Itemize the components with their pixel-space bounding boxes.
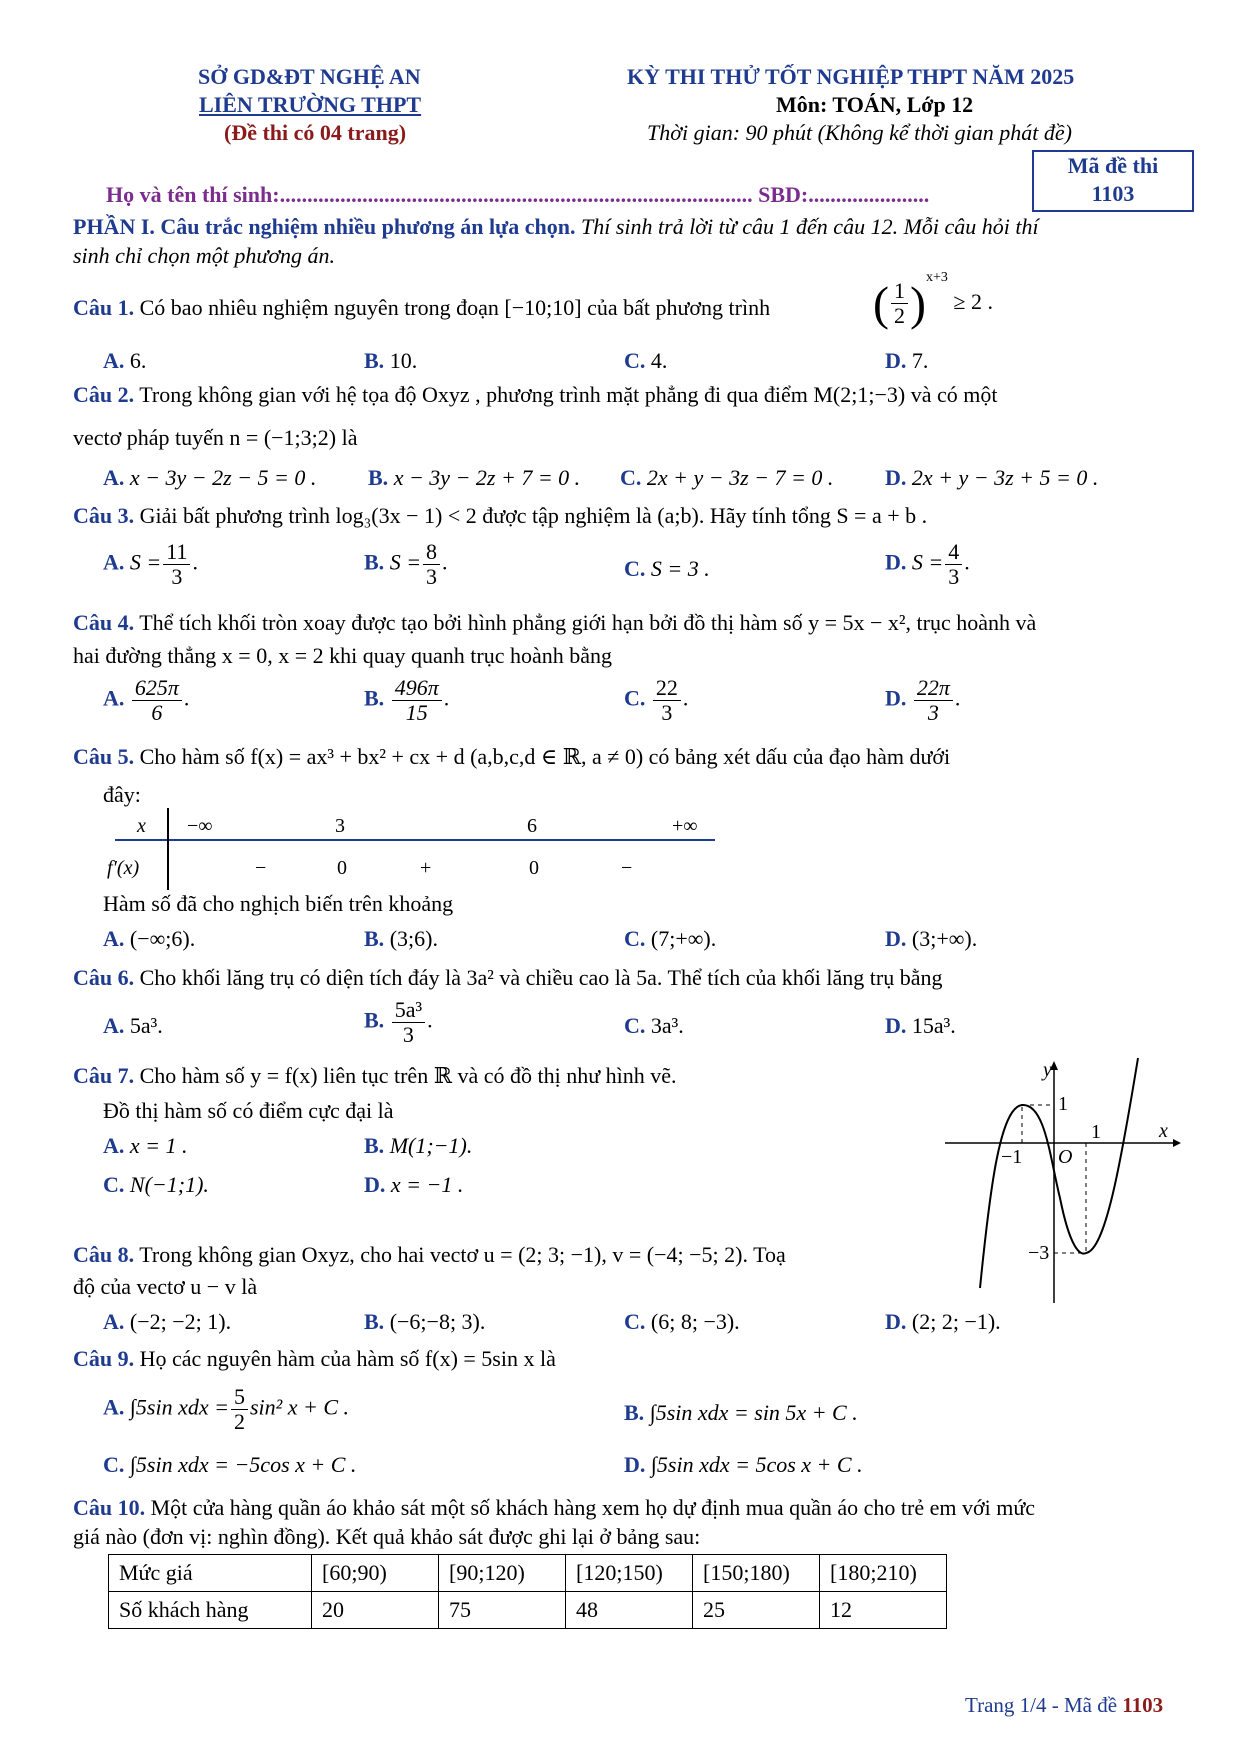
q9-text: Họ các nguyên hàm của hàm số f(x) = 5sin x là bbox=[139, 1346, 556, 1371]
student-info-line: Họ và tên thí sinh:...................................................................................... SBD:...................... bbox=[106, 182, 930, 207]
question-6 bbox=[73, 965, 942, 991]
q5-text3: Hàm số đã cho nghịch biến trên khoảng bbox=[103, 891, 454, 916]
q9-option-c[interactable]: C. ∫5sin xdx = −5cos x + C . bbox=[103, 1452, 357, 1477]
q5-row-x: x bbox=[137, 815, 146, 837]
q4-option-c[interactable]: C. $\frac{22}{3}$ . bbox=[624, 675, 689, 726]
q10-label: Câu 10. bbox=[73, 1495, 146, 1520]
q6-option-b[interactable]: B. $\frac{\text{5a³}}{3}$ . bbox=[364, 997, 433, 1048]
question-2 bbox=[73, 382, 997, 408]
q9-option-a[interactable]: A. ∫5sin xdx = $\frac{5}{2}$ sin² x + C . bbox=[103, 1384, 350, 1435]
graph-tick-x1: 1 bbox=[1091, 1121, 1101, 1143]
q4-label: Câu 4. bbox=[73, 610, 135, 635]
table-cell: [60;90) bbox=[312, 1555, 439, 1592]
q3-option-c[interactable]: C. S = 3 . bbox=[624, 556, 710, 581]
exam-code-label: Mã đề thi bbox=[1067, 153, 1159, 178]
graph-tick-yneg3: −3 bbox=[1028, 1242, 1050, 1264]
q5-sign-2: + bbox=[420, 857, 432, 879]
q5-option-a[interactable]: A. (−∞;6). bbox=[103, 926, 196, 951]
q1-option-b[interactable]: B. 10. bbox=[364, 348, 418, 373]
table-cell: Mức giá bbox=[109, 1555, 312, 1592]
q3-option-d[interactable]: D. S = $\frac{4}{3}$ . bbox=[885, 539, 970, 590]
q5-sign-1: 0 bbox=[337, 857, 347, 879]
q7-option-b[interactable]: B. M(1;−1). bbox=[364, 1133, 473, 1158]
q7-label: Câu 7. bbox=[73, 1063, 135, 1088]
table-cell: [90;120) bbox=[439, 1555, 566, 1592]
graph-y-label: y bbox=[1043, 1059, 1052, 1081]
q6-label: Câu 6. bbox=[73, 965, 135, 990]
table-row bbox=[109, 1592, 947, 1629]
q3-text: Giải bất phương trình log₃(3x − 1) < 2 được tập nghiệm là (a;b). Hãy tính tổng S = a + b . bbox=[139, 503, 928, 528]
footer-code: 1103 bbox=[1122, 1693, 1164, 1717]
q5-sign-table bbox=[107, 808, 715, 890]
q2-option-c[interactable]: C. 2x + y − 3z − 7 = 0 . bbox=[620, 465, 834, 490]
subject: Môn: TOÁN, Lớp 12 bbox=[776, 92, 974, 117]
q2-text1: Trong không gian với hệ tọa độ Oxyz , phương trình mặt phẳng đi qua điểm M(2;1;−3) và có một bbox=[139, 382, 998, 407]
q8-option-b[interactable]: B. (−6;−8; 3). bbox=[364, 1309, 486, 1334]
q4-text1: Thể tích khối tròn xoay được tạo bởi hình phẳng giới hạn bởi đồ thị hàm số y = 5x − x², trục hoành và bbox=[139, 610, 1037, 635]
q9-option-d[interactable]: D. ∫5sin xdx = 5cos x + C . bbox=[624, 1452, 863, 1477]
q1-math: ( $\frac{1}{2}$ )$^{x+3}$ ≥ 2 . bbox=[873, 270, 993, 331]
question-3 bbox=[73, 503, 927, 529]
q4-option-b[interactable]: B. $\frac{496\pi}{15}$ . bbox=[364, 675, 450, 726]
q7-option-a[interactable]: A. x = 1 . bbox=[103, 1133, 188, 1158]
part1-heading bbox=[73, 214, 1039, 240]
part1-title: PHẦN I. Câu trắc nghiệm nhiều phương án lựa chọn. bbox=[73, 214, 576, 239]
table-cell: 75 bbox=[439, 1592, 566, 1629]
q1-option-a[interactable]: A. 6. bbox=[103, 348, 147, 373]
table-cell: [150;180) bbox=[693, 1555, 820, 1592]
graph-x-label: x bbox=[1159, 1120, 1168, 1142]
q8-option-d[interactable]: D. (2; 2; −1). bbox=[885, 1309, 1001, 1334]
q5-option-c[interactable]: C. (7;+∞). bbox=[624, 926, 717, 951]
q8-label: Câu 8. bbox=[73, 1242, 135, 1267]
q1-label: Câu 1. bbox=[73, 295, 135, 320]
q8-text1: Trong không gian Oxyz, cho hai vectơ u = (2; 3; −1), v = (−4; −5; 2). Toạ bbox=[139, 1242, 786, 1267]
q5-x-3: +∞ bbox=[672, 815, 698, 837]
q5-sign-3: 0 bbox=[529, 857, 539, 879]
q5-sign-0: − bbox=[255, 857, 267, 879]
duration: Thời gian: 90 phút (Không kể thời gian phát đề) bbox=[647, 120, 1072, 145]
q2-option-d[interactable]: D. 2x + y − 3z + 5 = 0 . bbox=[885, 465, 1099, 490]
q5-option-d[interactable]: D. (3;+∞). bbox=[885, 926, 978, 951]
graph-origin: O bbox=[1058, 1146, 1073, 1168]
page-footer bbox=[965, 1693, 1163, 1718]
q5-option-b[interactable]: B. (3;6). bbox=[364, 926, 438, 951]
table-cell: 48 bbox=[566, 1592, 693, 1629]
part1-instr2: sinh chỉ chọn một phương án. bbox=[73, 243, 336, 268]
q1-text: Có bao nhiêu nghiệm nguyên trong đoạn [−10;10] của bất phương trình bbox=[139, 295, 771, 320]
q8-option-a[interactable]: A. (−2; −2; 1). bbox=[103, 1309, 232, 1334]
q2-label: Câu 2. bbox=[73, 382, 135, 407]
q5-x-2: 6 bbox=[527, 815, 537, 837]
q5-sign-4: − bbox=[621, 857, 633, 879]
school-name: LIÊN TRƯỜNG THPT bbox=[199, 92, 422, 117]
exam-title: KỲ THI THỬ TỐT NGHIỆP THPT NĂM 2025 bbox=[627, 64, 1075, 89]
q3-label: Câu 3. bbox=[73, 503, 135, 528]
q5-row-f: f′(x) bbox=[107, 857, 140, 879]
q9-label: Câu 9. bbox=[73, 1346, 135, 1371]
table-cell: 20 bbox=[312, 1592, 439, 1629]
q2-option-a[interactable]: A. x − 3y − 2z − 5 = 0 . bbox=[103, 465, 317, 490]
question-4 bbox=[73, 610, 1036, 636]
q5-text2: đây: bbox=[103, 782, 141, 807]
question-10 bbox=[73, 1495, 1035, 1521]
q1-option-c[interactable]: C. 4. bbox=[624, 348, 668, 373]
q6-text: Cho khối lăng trụ có diện tích đáy là 3a² và chiều cao là 5a. Thể tích của khối lăng trụ bằng bbox=[139, 965, 943, 990]
table-cell: [120;150) bbox=[566, 1555, 693, 1592]
q5-x-1: 3 bbox=[335, 815, 345, 837]
q7-option-c[interactable]: C. N(−1;1). bbox=[103, 1172, 209, 1197]
table-cell: [180;210) bbox=[820, 1555, 947, 1592]
q2-text2: vectơ pháp tuyến n = (−1;3;2) là bbox=[73, 425, 358, 450]
question-8 bbox=[73, 1242, 786, 1268]
table-cell: 12 bbox=[820, 1592, 947, 1629]
q7-function-graph bbox=[945, 1058, 1185, 1308]
question-7 bbox=[73, 1063, 677, 1089]
q4-option-d[interactable]: D. $\frac{22\pi}{3}$ . bbox=[885, 675, 961, 726]
part1-instr: Thí sinh trả lời từ câu 1 đến câu 12. Mỗi câu hỏi thí bbox=[575, 214, 1039, 239]
q7-text1: Cho hàm số y = f(x) liên tục trên ℝ và có đồ thị như hình vẽ. bbox=[139, 1063, 677, 1088]
q6-option-c[interactable]: C. 3a³. bbox=[624, 1013, 684, 1038]
q9-option-b[interactable]: B. ∫5sin xdx = sin 5x + C . bbox=[624, 1400, 858, 1425]
q10-text2: giá nào (đơn vị: nghìn đồng). Kết quả khảo sát được ghi lại ở bảng sau: bbox=[73, 1524, 701, 1549]
q7-option-d[interactable]: D. x = −1 . bbox=[364, 1172, 464, 1197]
question-9 bbox=[73, 1346, 556, 1372]
q6-option-a[interactable]: A. 5a³. bbox=[103, 1013, 163, 1038]
graph-tick-xneg1: −1 bbox=[1001, 1146, 1023, 1168]
table-cell: Số khách hàng bbox=[109, 1592, 312, 1629]
question-5 bbox=[73, 744, 950, 770]
q7-text2: Đồ thị hàm số có điểm cực đại là bbox=[103, 1098, 394, 1123]
exam-code: 1103 bbox=[1091, 181, 1135, 206]
exam-code-box bbox=[1032, 150, 1194, 212]
q6-option-d[interactable]: D. 15a³. bbox=[885, 1013, 956, 1038]
q3-option-b[interactable]: B. S = $\frac{8}{3}$ . bbox=[364, 539, 448, 590]
q5-text1: Cho hàm số f(x) = ax³ + bx² + cx + d (a,b,c,d ∈ ℝ, a ≠ 0) có bảng xét dấu của đạo hàm dưới bbox=[139, 744, 951, 769]
school-dept: SỞ GD&ĐT NGHỆ AN bbox=[198, 64, 421, 89]
question-1 bbox=[73, 295, 770, 321]
q1-math-rhs: ≥ 2 . bbox=[953, 289, 993, 314]
q3-option-a[interactable]: A. S = $\frac{11}{3}$ . bbox=[103, 539, 198, 590]
q10-text1: Một cửa hàng quần áo khảo sát một số khách hàng xem họ dự định mua quần áo cho trẻ em với mức bbox=[145, 1495, 1036, 1520]
table-cell: 25 bbox=[693, 1592, 820, 1629]
q5-x-0: −∞ bbox=[187, 815, 213, 837]
table-row bbox=[109, 1555, 947, 1592]
q8-text2: độ của vectơ u − v là bbox=[73, 1274, 258, 1299]
q2-option-b[interactable]: B. x − 3y − 2z + 7 = 0 . bbox=[368, 465, 581, 490]
q8-option-c[interactable]: C. (6; 8; −3). bbox=[624, 1309, 740, 1334]
page-count-note: (Đề thi có 04 trang) bbox=[224, 120, 407, 145]
q5-label: Câu 5. bbox=[73, 744, 135, 769]
q1-option-d[interactable]: D. 7. bbox=[885, 348, 929, 373]
q10-table bbox=[108, 1554, 947, 1629]
q4-option-a[interactable]: A. $\frac{625\pi}{6}$ . bbox=[103, 675, 190, 726]
q4-text2: hai đường thẳng x = 0, x = 2 khi quay quanh trục hoành bằng bbox=[73, 643, 612, 668]
footer-text: Trang 1/4 - Mã đề bbox=[965, 1693, 1123, 1717]
graph-tick-y1: 1 bbox=[1058, 1093, 1068, 1115]
